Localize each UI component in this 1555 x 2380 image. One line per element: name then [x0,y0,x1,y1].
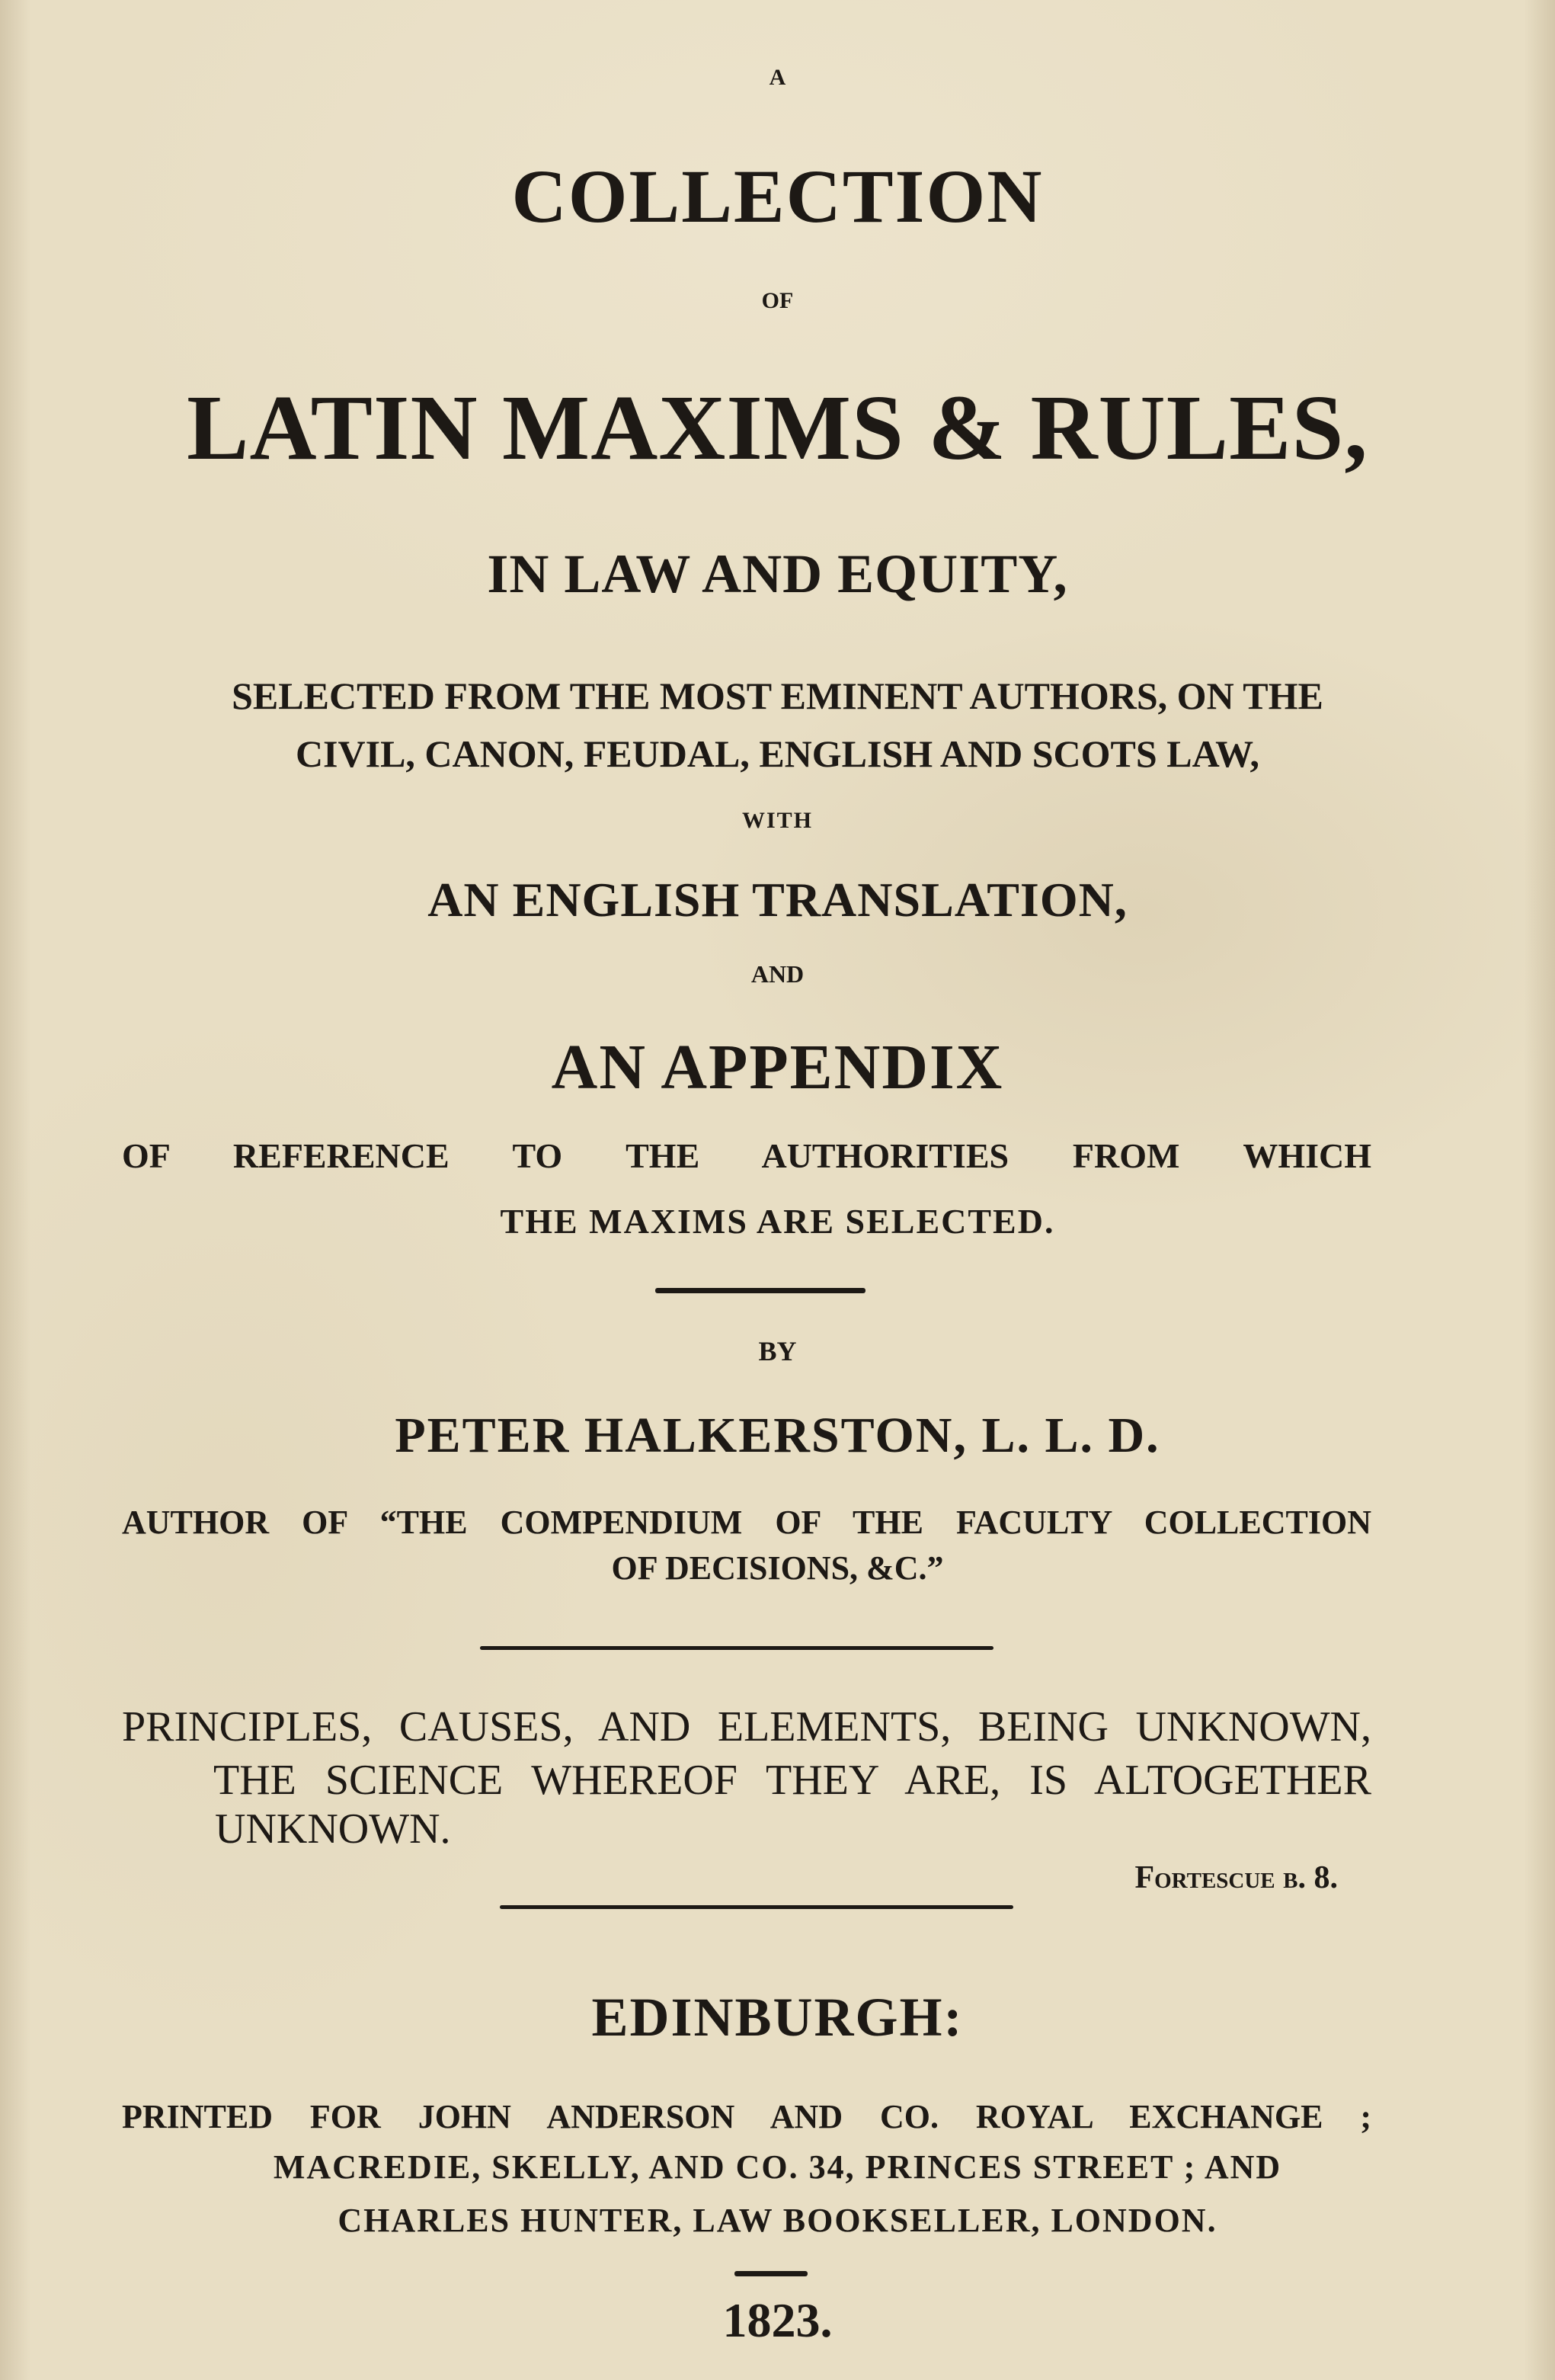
publication-year: 1823. [722,2293,833,2347]
subtitle-line2: CIVIL, CANON, FEUDAL, ENGLISH AND SCOTS LAW, [295,732,1260,775]
imprint-line1: PRINTED FOR JOHN ANDERSON AND CO. ROYAL EXCHANGE ; [122,2098,1371,2135]
divider-rule [500,1905,1013,1909]
epigraph-line1: PRINCIPLES, CAUSES, AND ELEMENTS, BEING UNKNOWN, [122,1703,1371,1751]
author-desc-line1: AUTHOR OF “THE COMPENDIUM OF THE FACULTY COLLECTION [122,1504,1371,1541]
epigraph-line2: THE SCIENCE WHEREOF THEY ARE, IS ALTOGETHER [213,1757,1371,1804]
divider-rule [480,1646,993,1650]
epigraph-line3: UNKNOWN. [215,1805,451,1853]
imprint-line2: MACREDIE, SKELLY, AND CO. 34, PRINCES STREET ; AND [273,2148,1282,2186]
subtitle-line1: SELECTED FROM THE MOST EMINENT AUTHORS, ON THE [232,674,1323,717]
with-label: WITH [741,808,814,833]
title-law-equity: IN LAW AND EQUITY, [487,543,1068,604]
author-name: PETER HALKERSTON, L. L. D. [395,1408,1160,1463]
imprint-city: EDINBURGH: [591,1987,964,2048]
by-label: BY [758,1336,797,1366]
appendix-desc-line2: THE MAXIMS ARE SELECTED. [500,1202,1055,1241]
title-collection: COLLECTION [511,154,1044,239]
appendix-line: AN APPENDIX [551,1032,1004,1103]
translation-line: AN ENGLISH TRANSLATION, [427,873,1128,927]
and-label: AND [750,960,805,988]
title-of: OF [761,288,794,313]
title-latin-maxims: LATIN MAXIMS & RULES, [187,376,1368,479]
author-desc-line2: OF DECISIONS, &C.” [611,1549,944,1587]
imprint-line3: CHARLES HUNTER, LAW BOOKSELLER, LONDON. [338,2202,1217,2239]
title-article: A [769,65,786,90]
ornamental-rule [655,1288,865,1293]
short-rule [734,2271,808,2276]
epigraph-attribution: Fortescue b. 8. [1134,1860,1338,1895]
appendix-desc-line1: OF REFERENCE TO THE AUTHORITIES FROM WHICH [122,1136,1371,1175]
